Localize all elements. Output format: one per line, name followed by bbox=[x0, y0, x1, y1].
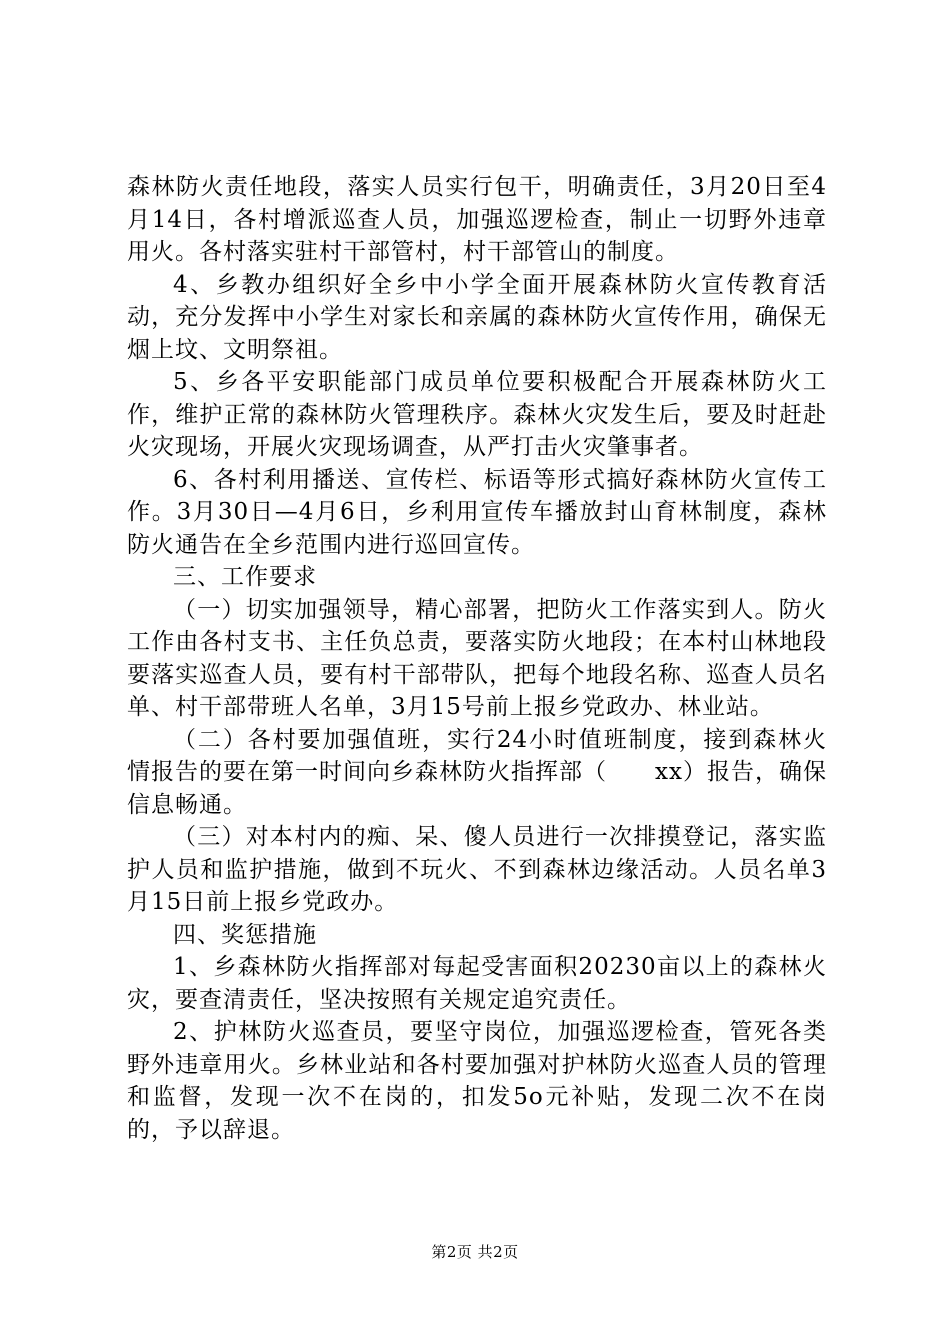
paragraph-requirement-2: （二）各村要加强值班，实行24小时值班制度，接到森林火情报告的要在第一时间向乡森林防火指挥部（ xx）报告，确保信息畅通。 bbox=[127, 726, 827, 818]
paragraph-item-5: 5、乡各平安职能部门成员单位要积极配合开展森林防火工作，维护正常的森林防火管理秩序。森林火灾发生后，要及时赶赴火灾现场，开展火灾现场调查，从严打击火灾肇事者。 bbox=[127, 369, 827, 460]
paragraph-requirement-3: （三）对本村内的痴、呆、傻人员进行一次排摸登记，落实监护人员和监护措施，做到不玩火、不到森林边缘活动。人员名单3月15日前上报乡党政办。 bbox=[127, 824, 827, 915]
paragraph-item-6: 6、各村利用播送、宣传栏、标语等形式搞好森林防火宣传工作。3月30日—4月6日，乡利用宣传车播放封山育林制度，森林防火通告在全乡范围内进行巡回宣传。 bbox=[127, 466, 827, 558]
paragraph-requirement-1: （一）切实加强领导，精心部署，把防火工作落实到人。防火工作由各村支书、主任负总责，要落实防火地段；在本村山林地段要落实巡查人员，要有村干部带队，把每个地段名称、巡查人员名单、村干部带班人名单，3月15号前上报乡党政办、林业站。 bbox=[127, 596, 827, 720]
section-heading-rewards-penalties: 四、奖惩措施 bbox=[173, 921, 317, 948]
paragraph-item-4: 4、乡教办组织好全乡中小学全面开展森林防火宣传教育活动，充分发挥中小学生对家长和亲属的森林防火宣传作用，确保无烟上坟、文明祭祖。 bbox=[127, 271, 827, 363]
paragraph-continuation: 森林防火责任地段，落实人员实行包干，明确责任，3月20日至4月14日，各村增派巡查人员，加强巡逻检查，制止一切野外违章用火。各村落实驻村干部管村，村干部管山的制度。 bbox=[127, 174, 827, 265]
page-number-footer: 第2页 共2页 bbox=[431, 1243, 519, 1261]
document-body bbox=[127, 171, 827, 1146]
paragraph-measure-1: 1、乡森林防火指挥部对每起受害面积20230亩以上的森林火灾，要查清责任，坚决按照有关规定追究责任。 bbox=[127, 954, 827, 1013]
section-heading-work-requirements: 三、工作要求 bbox=[173, 564, 317, 590]
paragraph-measure-2: 2、护林防火巡查员，要坚守岗位，加强巡逻检查，管死各类野外违章用火。乡林业站和各村要加强对护林防火巡查人员的管理和监督，发现一次不在岗的，扣发5o元补贴，发现二次不在岗的，予以辞退。 bbox=[127, 1019, 827, 1143]
